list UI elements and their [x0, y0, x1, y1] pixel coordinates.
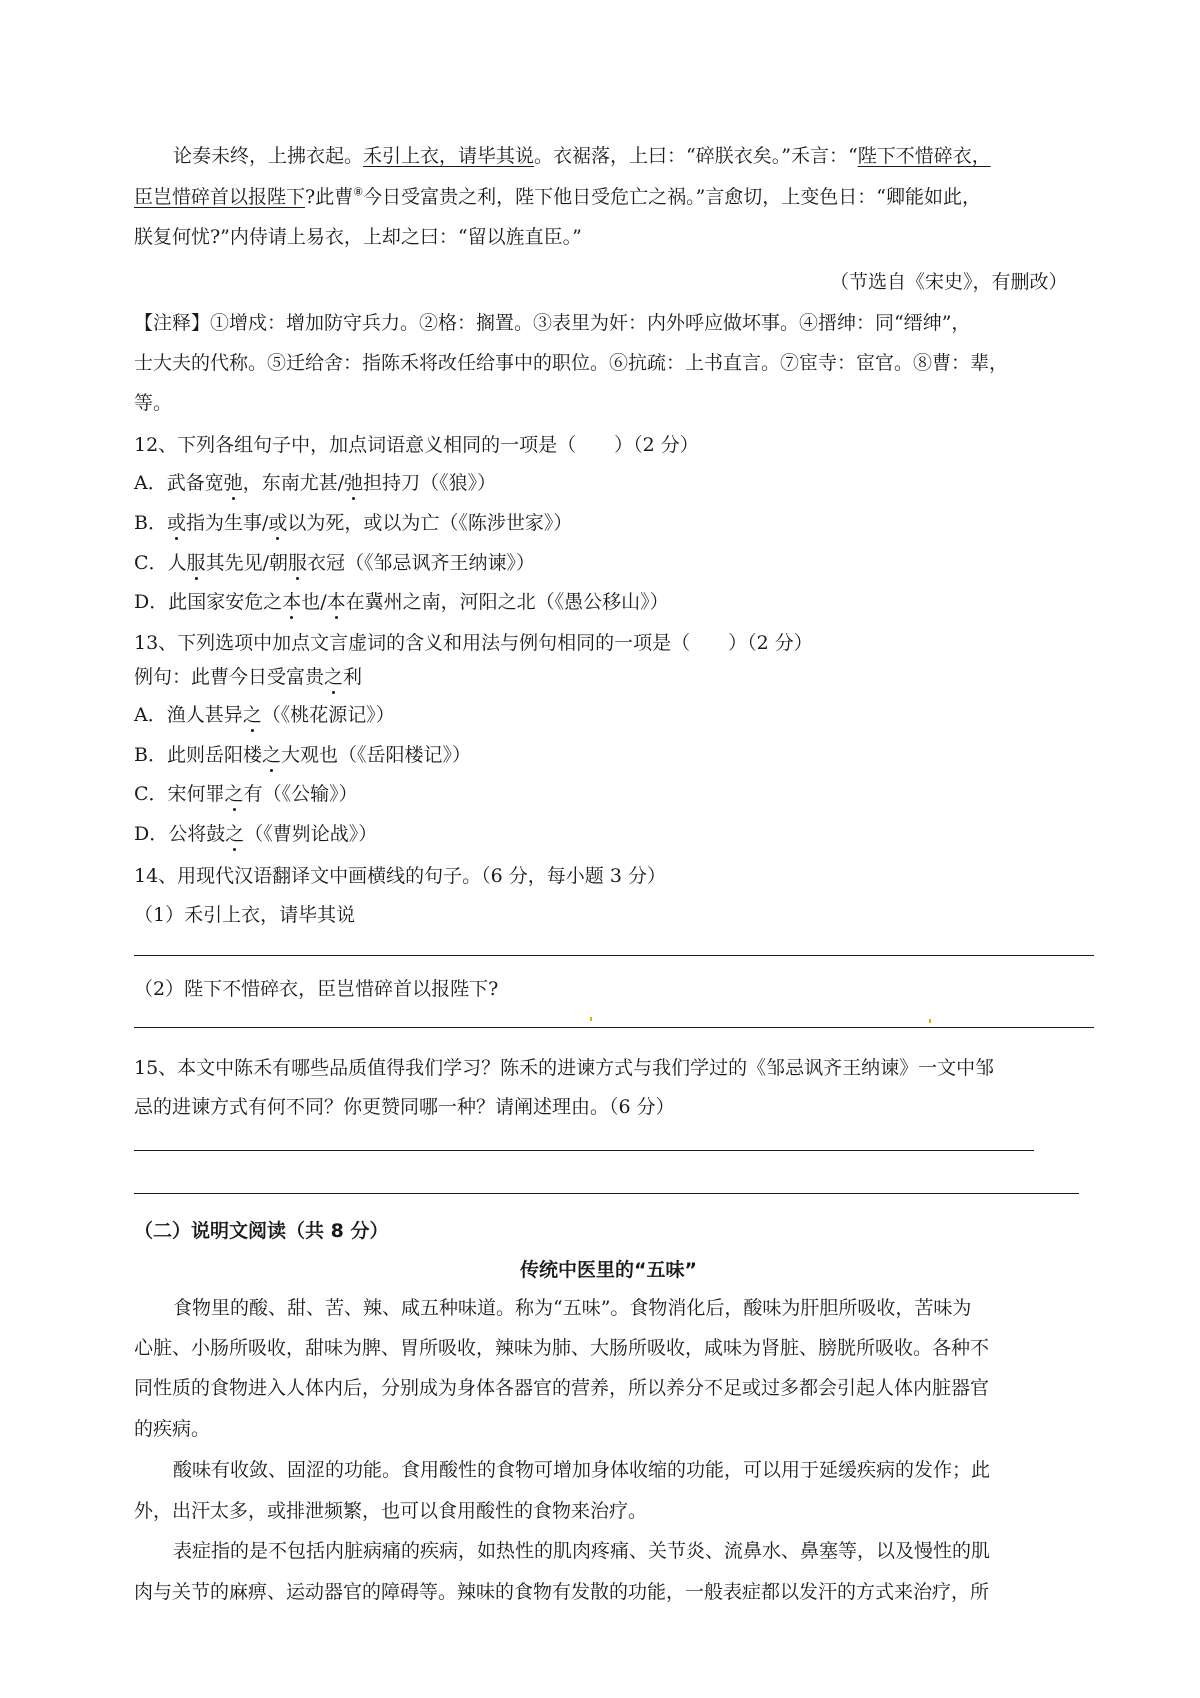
stray-mark	[590, 1017, 592, 1021]
passage-line-3: 朕复何忧?”内侍请上易衣，上却之曰：“留以旌直臣。”	[134, 226, 582, 248]
answer-line[interactable]	[134, 1193, 1079, 1194]
q13-option-a: A．渔人甚异之（《桃花源记》）	[134, 704, 395, 726]
answer-line[interactable]	[134, 1027, 1094, 1028]
passage-source: （节选自《宋史》，有删改）	[830, 271, 1068, 293]
q13-option-c: C．宋何罪之有（《公输》）	[134, 783, 358, 805]
dotted-word: 之	[225, 823, 245, 845]
paragraph-1-line-2: 心脏、小肠所吸收，甜味为脾、胃所吸收，辣味为肺、大肠所吸收，咸味为肾脏、膀胱所吸收。各种不	[134, 1337, 990, 1359]
q14-sub-1: （1）禾引上衣，请毕其说	[134, 904, 356, 926]
q12-option-d: D．此国家安危之本也/本在冀州之南，河阳之北（《愚公移山》）	[134, 591, 669, 613]
q13-option-d: D．公将鼓之（《曹刿论战》）	[134, 823, 378, 845]
dotted-word: 服	[186, 552, 206, 574]
dotted-word: 本	[326, 591, 346, 613]
notes-line-2: 士大夫的代称。⑤迁给舍：指陈禾将改任给事中的职位。⑥抗疏：上书直言。⑦宦寺：宦官。⑧曹：辈，	[134, 352, 1009, 374]
dotted-word: 本	[282, 591, 302, 613]
note-marker: ⑧	[353, 185, 364, 199]
q15-line-1: 15、本文中陈禾有哪些品质值得我们学习？陈禾的进谏方式与我们学过的《邹忌讽齐王纳谏》一文中邹	[134, 1057, 995, 1079]
paragraph-1-line-1: 食物里的酸、甜、苦、辣、咸五种味道。称为“五味”。食物消化后，酸味为肝胆所吸收，苦味为	[173, 1297, 972, 1319]
answer-line[interactable]	[134, 955, 1094, 956]
underlined-sentence-2a: 陛下不惜碎衣，	[857, 145, 991, 167]
dotted-word: 之	[324, 666, 344, 688]
q12-option-a: A．武备宽弛，东南尤甚/弛担持刀（《狼》）	[134, 472, 497, 494]
dotted-word: 弛	[223, 472, 243, 494]
passage-line-1: 论奏未终，上拂衣起。禾引上衣，请毕其说。衣裾落，上曰：“碎朕衣矣。”禾言：“陛下不惜碎衣，	[173, 145, 991, 167]
section-heading: （二）说明文阅读（共 8 分）	[134, 1220, 389, 1242]
paragraph-1-line-3: 同性质的食物进入人体内后，分别成为身体各器官的营养，所以养分不足或过多都会引起人体内脏器官	[134, 1377, 990, 1399]
underlined-sentence-1: 禾引上衣，请毕其说	[363, 145, 535, 167]
dotted-word: 或	[268, 512, 288, 534]
q15-line-2: 忌的进谏方式有何不同？你更赞同哪一种？请阐述理由。（6 分）	[134, 1096, 675, 1118]
paragraph-3-line-1: 表症指的是不包括内脏病痛的疾病，如热性的肌肉疼痛、关节炎、流鼻水、鼻塞等，以及慢性的肌	[173, 1540, 991, 1562]
q12-stem: 12、下列各组句子中，加点词语意义相同的一项是（ ）（2 分）	[134, 434, 699, 456]
article-title: 传统中医里的“五味”	[520, 1259, 697, 1281]
q13-example: 例句：此曹今日受富贵之利	[134, 666, 363, 688]
dotted-word: 之	[224, 783, 244, 805]
q13-option-b: B．此则岳阳楼之大观也（《岳阳楼记》）	[134, 744, 471, 766]
dotted-word: 之	[242, 704, 262, 726]
q13-stem: 13、下列选项中加点文言虚词的含义和用法与例句相同的一项是（ ）（2 分）	[134, 632, 813, 654]
paragraph-2-line-2: 外，出汗太多，或排泄频繁，也可以食用酸性的食物来治疗。	[134, 1500, 648, 1522]
dotted-word: 服	[287, 552, 307, 574]
dotted-word: 或	[166, 512, 186, 534]
notes-line-3: 等。	[134, 392, 173, 414]
paragraph-2-line-1: 酸味有收敛、固涩的功能。食用酸性的食物可增加身体收缩的功能，可以用于延缓疾病的发作；此	[173, 1459, 991, 1481]
answer-line[interactable]	[134, 1150, 1034, 1151]
q12-option-c: C．人服其先见/朝服衣冠（《邹忌讽齐王纳谏》）	[134, 552, 535, 574]
q14-stem: 14、用现代汉语翻译文中画横线的句子。（6 分，每小题 3 分）	[134, 865, 666, 887]
underlined-sentence-2b: 臣岂惜碎首以报陛下	[134, 186, 306, 208]
dotted-word: 弛	[344, 472, 364, 494]
notes-line-1: 【注释】①增戍：增加防守兵力。②格：搁置。③表里为奸：内外呼应做坏事。④搢绅：同“缙绅”，	[134, 312, 971, 334]
passage-line-2: 臣岂惜碎首以报陛下?此曹⑧今日受富贵之利，陛下他日受危亡之祸。”言愈切，上变色日：“卿能如此，	[134, 185, 982, 208]
paragraph-3-line-2: 肉与关节的麻痹、运动器官的障碍等。辣味的食物有发散的功能，一般表症都以发汗的方式来治疗，所	[134, 1581, 990, 1603]
q12-option-b: B．或指为生事/或以为死，或以为亡（《陈涉世家》）	[134, 512, 573, 534]
q14-sub-2: （2）陛下不惜碎衣，臣岂惜碎首以报陛下?	[134, 978, 499, 1000]
paragraph-1-line-4: 的疾病。	[134, 1418, 211, 1440]
dotted-word: 之	[261, 744, 281, 766]
stray-mark	[929, 1019, 931, 1023]
